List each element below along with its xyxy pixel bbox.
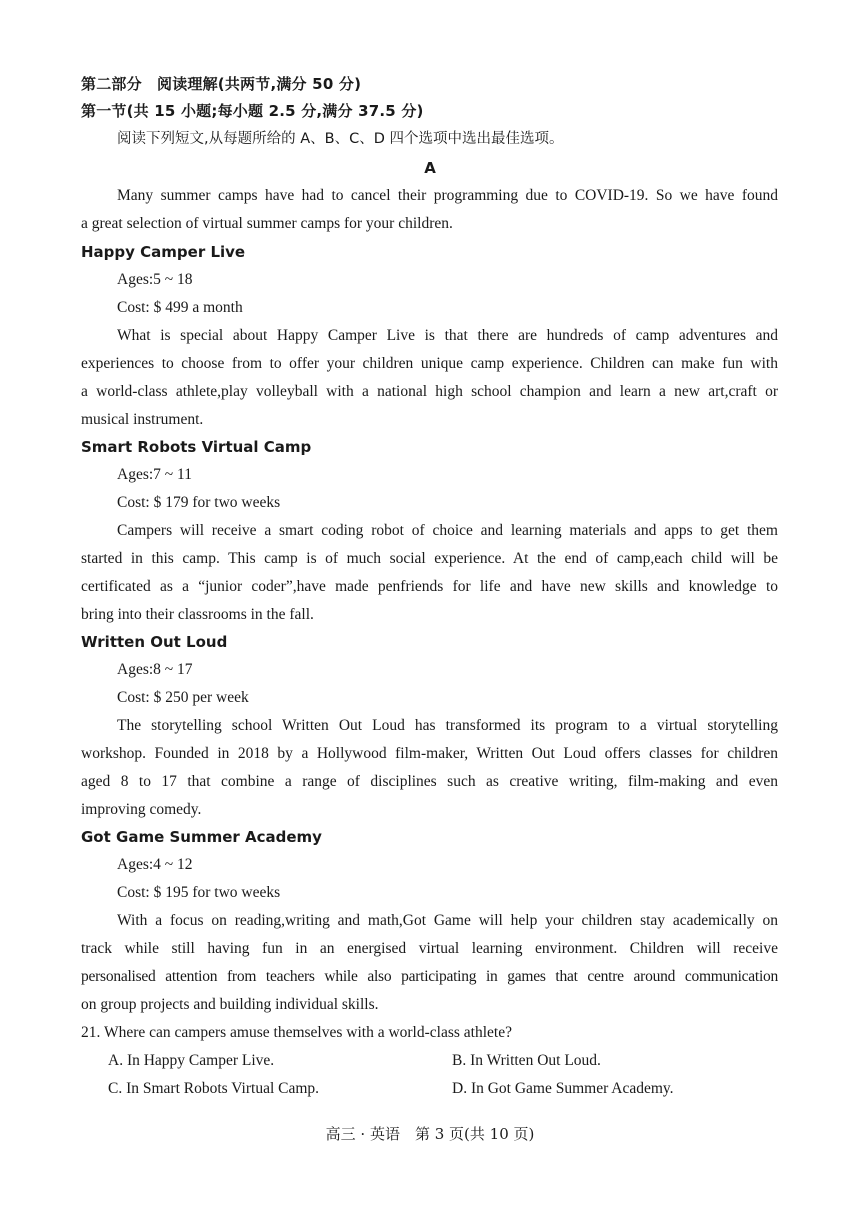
subsection-title: 第一节(共 15 小题;每小题 2.5 分,满分 37.5 分)	[81, 102, 424, 120]
camp-cost: Cost: $ 250 per week	[117, 689, 249, 706]
camp-description-line: workshop. Founded in 2018 by a Hollywood film-maker, Written Out Loud offers classes for children	[81, 745, 778, 762]
camp-description-line: on group projects and building individual skills.	[81, 996, 379, 1013]
camp-description-line: experiences to choose from to offer your children unique camp experience. Children can make fun with	[81, 355, 778, 372]
camp-name: Smart Robots Virtual Camp	[81, 438, 312, 456]
camp-description-line: The storytelling school Written Out Loud has transformed its program to a virtual storytelling	[117, 717, 778, 734]
option-c[interactable]: C. In Smart Robots Virtual Camp.	[108, 1080, 320, 1097]
page-footer: 高三 · 英语 第 3 页(共 10 页)	[325, 1125, 535, 1143]
option-a[interactable]: A. In Happy Camper Live.	[108, 1052, 275, 1069]
option-d[interactable]: D. In Got Game Summer Academy.	[452, 1080, 674, 1097]
camp-name: Happy Camper Live	[81, 243, 246, 261]
camp-description-line: a world-class athlete,play volleyball with a national high school champion and learn a new art,craft or	[81, 383, 778, 400]
camp-description-line: personalised attention from teachers while also participating in games that centre around communication	[81, 968, 778, 985]
camp-ages: Ages:5 ~ 18	[117, 271, 193, 288]
camp-description-line: musical instrument.	[81, 411, 204, 428]
camp-description-line: improving comedy.	[81, 801, 202, 818]
camp-description-line: With a focus on reading,writing and math,Got Game will help your children stay academically on	[117, 912, 778, 929]
camp-description-line: certificated as a “junior coder”,have made penfriends for life and have new skills and knowledge to	[81, 578, 778, 595]
camp-description-line: started in this camp. This camp is of much social experience. At the end of camp,each child will be	[81, 550, 778, 567]
camp-description-line: aged 8 to 17 that combine a range of disciplines such as creative writing, film-making and even	[81, 773, 778, 790]
camp-description-line: What is special about Happy Camper Live is that there are hundreds of camp adventures and	[117, 327, 778, 344]
intro-line: a great selection of virtual summer camps for your children.	[81, 215, 453, 232]
camp-ages: Ages:4 ~ 12	[117, 856, 193, 873]
camp-cost: Cost: $ 195 for two weeks	[117, 884, 281, 901]
passage-label: A	[424, 159, 436, 177]
camp-name: Written Out Loud	[81, 633, 228, 651]
camp-ages: Ages:7 ~ 11	[117, 466, 192, 483]
intro-line: Many summer camps have had to cancel their programming due to COVID-19. So we have found	[117, 187, 778, 204]
camp-description-line: track while still having fun in an energised virtual learning environment. Children will receive	[81, 940, 778, 957]
camp-ages: Ages:8 ~ 17	[117, 661, 193, 678]
option-b[interactable]: B. In Written Out Loud.	[452, 1052, 601, 1069]
part-title: 第二部分 阅读理解(共两节,满分 50 分)	[81, 75, 362, 93]
instruction: 阅读下列短文,从每题所给的 A、B、C、D 四个选项中选出最佳选项。	[117, 131, 564, 147]
camp-description-line: bring into their classrooms in the fall.	[81, 606, 314, 623]
camp-cost: Cost: $ 499 a month	[117, 299, 243, 316]
question-stem: 21. Where can campers amuse themselves with a world-class athlete?	[81, 1024, 512, 1041]
camp-description-line: Campers will receive a smart coding robot of choice and learning materials and apps to get them	[117, 522, 778, 539]
camp-cost: Cost: $ 179 for two weeks	[117, 494, 281, 511]
camp-name: Got Game Summer Academy	[81, 828, 322, 846]
